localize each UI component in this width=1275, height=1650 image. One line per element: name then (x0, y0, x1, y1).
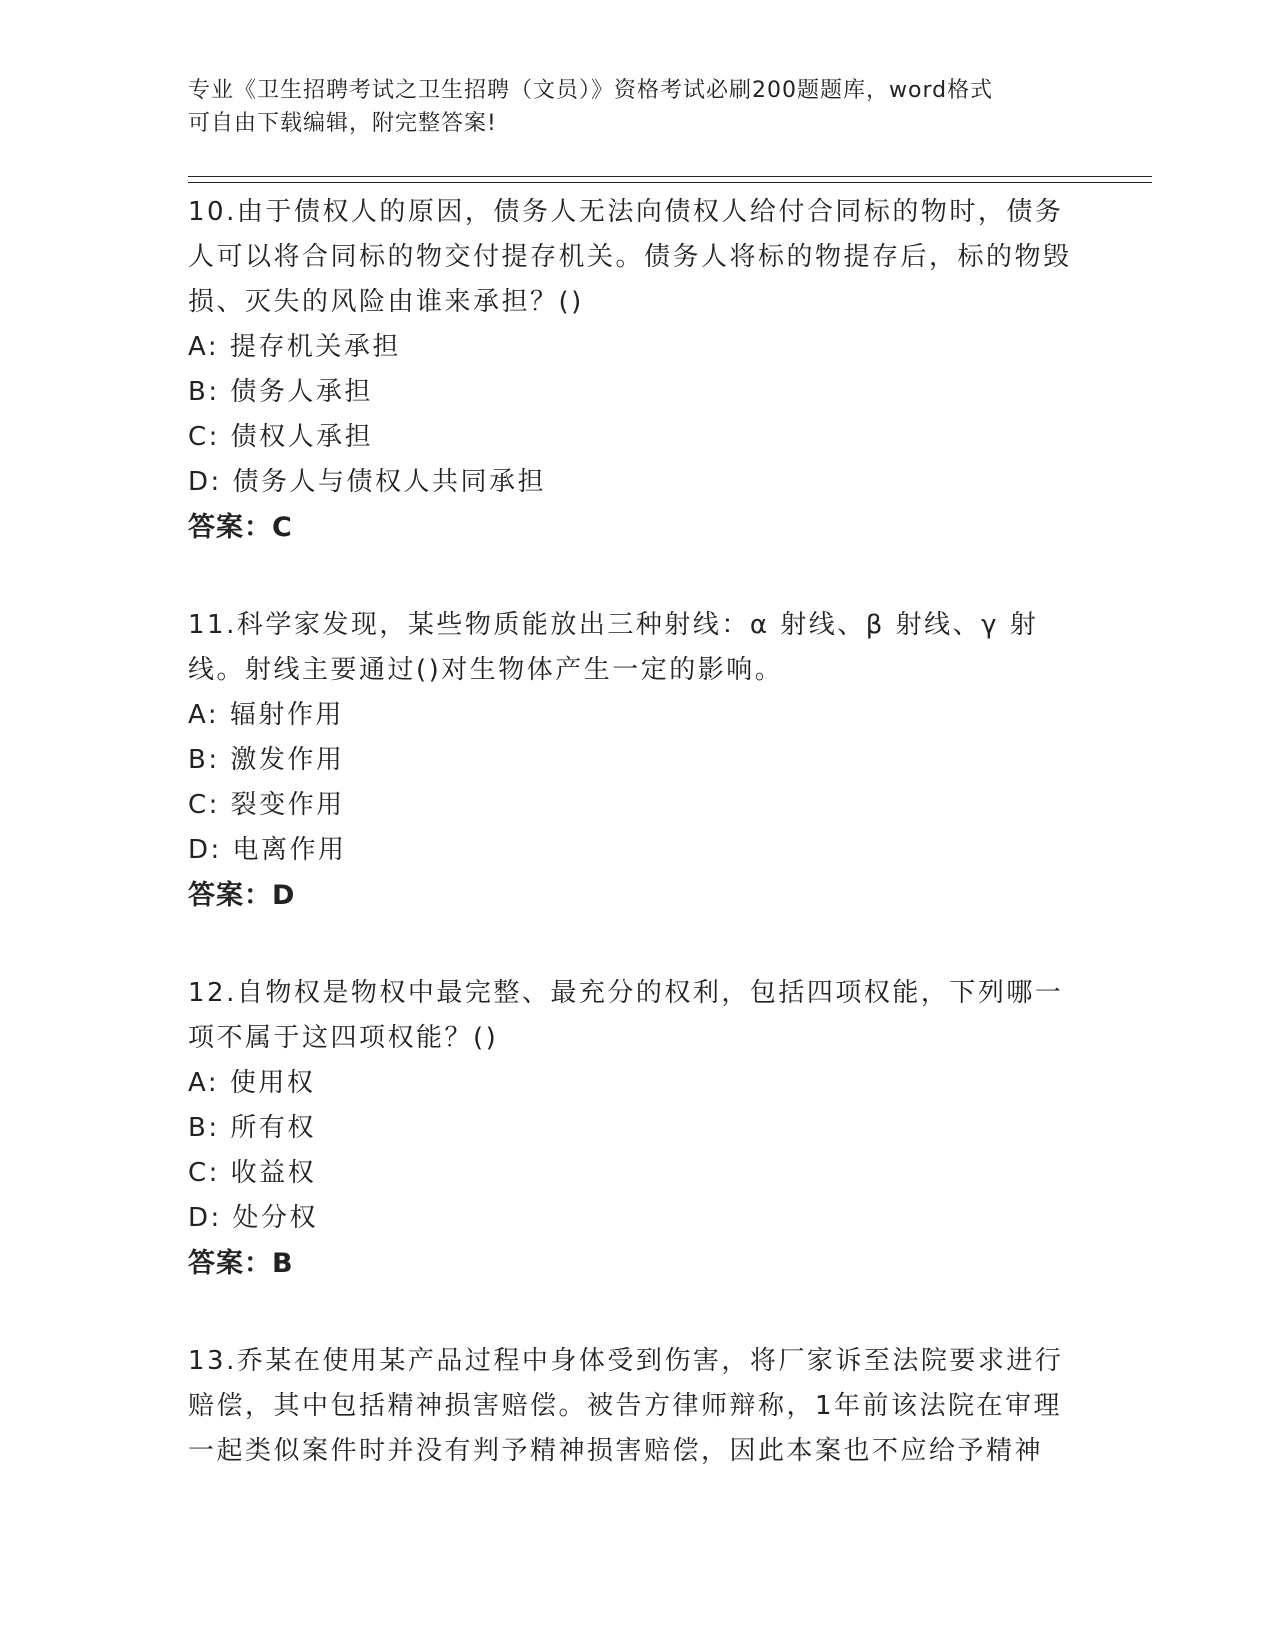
option-b: B: 债务人承担 (188, 377, 373, 407)
option-d: D: 债务人与债权人共同承担 (188, 467, 547, 497)
header-line-1: 专业《卫生招聘考试之卫生招聘（文员）》资格考试必刷200题题库，word格式 (188, 78, 994, 103)
question-text: 13.乔某在使用某产品过程中身体受到伤害，将厂家诉至法院要求进行赔偿，其中包括精神损害赔偿。被告方律师辩称，1年前该法院在审理一起类似案件时并没有判予精神损害赔偿，因此本案也不应给予精神 (188, 1346, 1064, 1466)
header-rule-top (188, 176, 1152, 177)
option-c: C: 债权人承担 (188, 422, 374, 452)
question-text: 11.科学家发现，某些物质能放出三种射线：α 射线、β 射线、γ 射线。射线主要通过()对生物体产生一定的影响。 (188, 610, 1039, 685)
answer-label: 答案：C (188, 512, 293, 543)
option-a: A: 辐射作用 (188, 700, 344, 730)
option-d: D: 电离作用 (188, 835, 347, 865)
question-text: 10.由于债权人的原因，债务人无法向债权人给付合同标的物时，债务人可以将合同标的物交付提存机关。债务人将标的物提存后，标的物毁损、灭失的风险由谁来承担？() (188, 197, 1072, 317)
document-header (188, 74, 1088, 140)
question-12 (188, 971, 1088, 1287)
option-b: B: 所有权 (188, 1113, 316, 1143)
question-10 (188, 190, 1088, 551)
question-text: 12.自物权是物权中最完整、最充分的权利，包括四项权能，下列哪一项不属于这四项权能？() (188, 978, 1064, 1053)
question-11 (188, 603, 1088, 919)
header-line-2: 可自由下载编辑，附完整答案! (188, 111, 497, 136)
option-d: D: 处分权 (188, 1203, 319, 1233)
option-a: A: 提存机关承担 (188, 332, 401, 362)
option-a: A: 使用权 (188, 1068, 316, 1098)
question-13 (188, 1339, 1088, 1474)
option-c: C: 裂变作用 (188, 790, 345, 820)
question-list (188, 190, 1088, 1526)
option-b: B: 激发作用 (188, 745, 345, 775)
answer-label: 答案：B (188, 1248, 294, 1279)
header-rule-bottom (188, 182, 1152, 183)
option-c: C: 收益权 (188, 1158, 317, 1188)
answer-label: 答案：D (188, 880, 296, 911)
